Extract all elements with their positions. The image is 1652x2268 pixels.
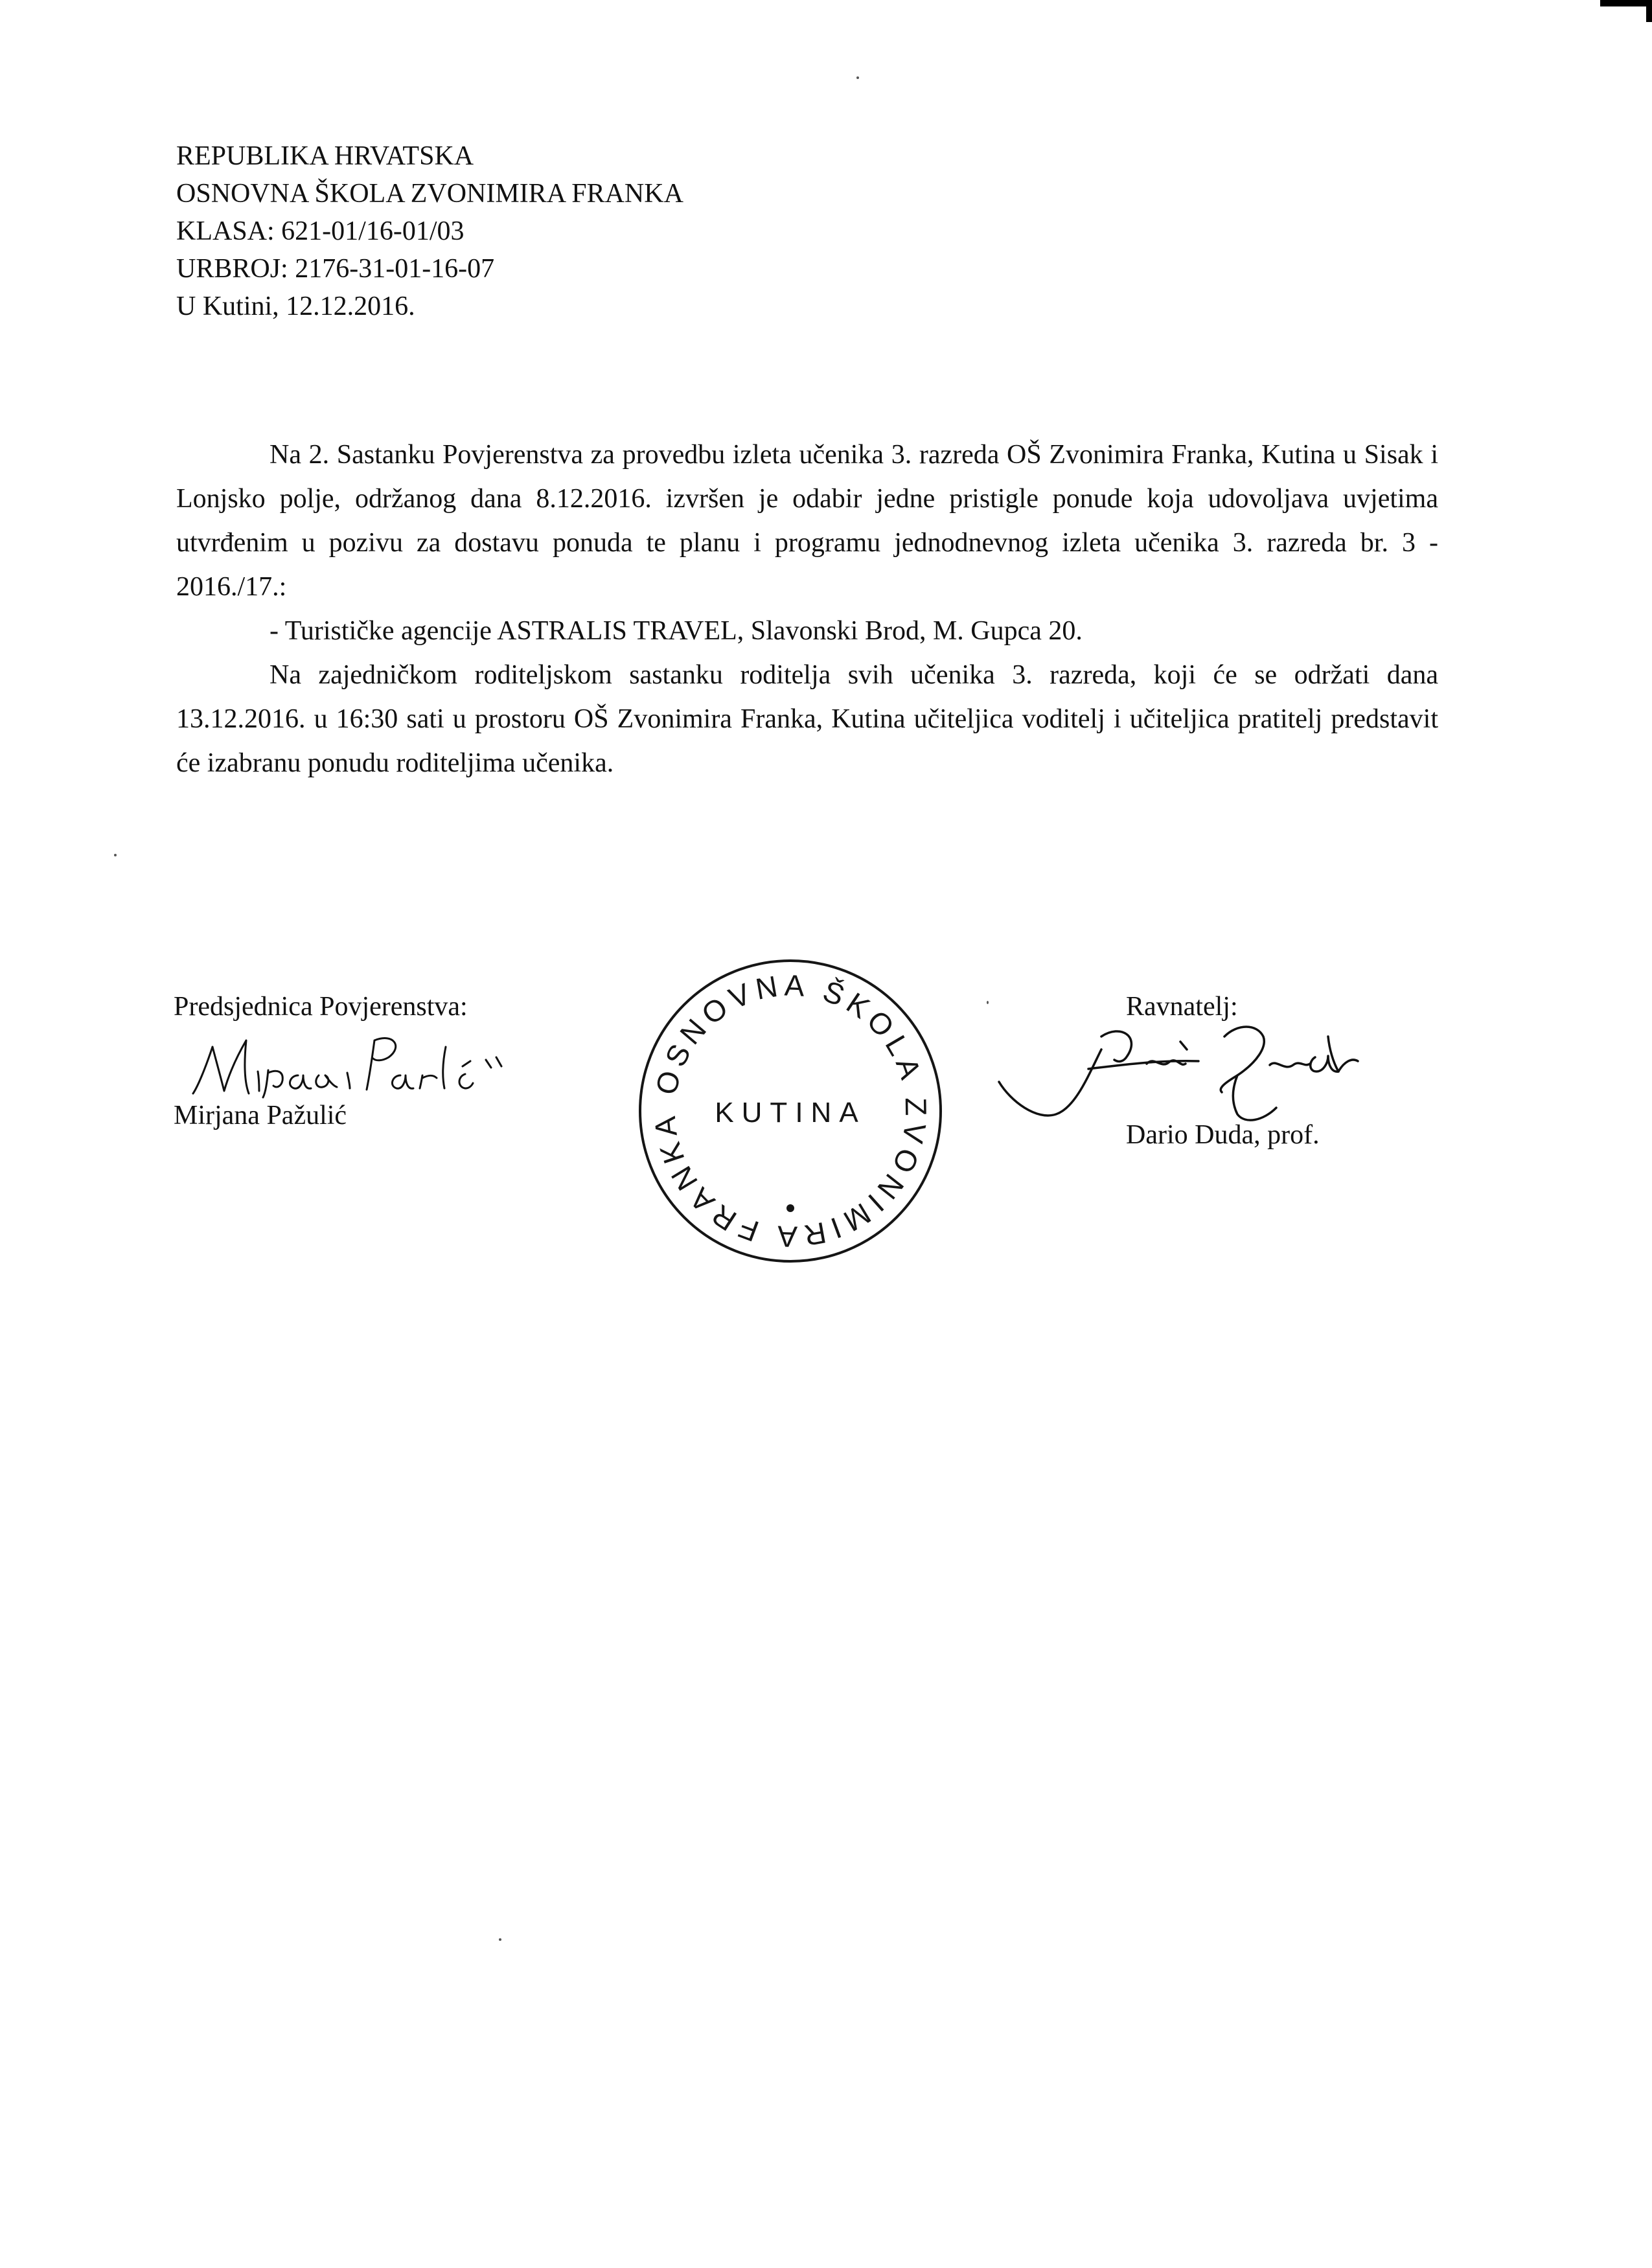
body-paragraph-1: Na 2. Sastanku Povjerenstva za provedbu izleta učenika 3. razreda OŠ Zvonimira Franka, Kutina u Sisak i Lonjsko polje, održanog dana 8.12.2016. izvršen je odabir jedne pristigle ponude koja udovoljava uvjetima utvrđenim u pozivu za dostavu ponuda te planu i programu jednodnevnog izleta učenika 3. razreda br. 3 - 2016./17.:	[176, 440, 1438, 602]
signature-left-name: Mirjana Pažulić	[174, 1101, 347, 1130]
body-paragraph-2: Na zajedničkom roditeljskom sastanku roditelja svih učenika 3. razreda, koji će se održati dana 13.12.2016. u 16:30 sati u prostoru OŠ Zvonimira Franka, Kutina učiteljica voditelj i učiteljica pratitelj predstavit će izabranu ponudu roditeljima učenika.	[176, 660, 1438, 778]
document-header	[176, 137, 1148, 325]
header-urbroj: URBROJ: 2176-31-01-16-07	[176, 254, 495, 284]
body-bullet-agency: - Turističke agencije ASTRALIS TRAVEL, Slavonski Brod, M. Gupca 20.	[270, 616, 1083, 646]
header-klasa: KLASA: 621-01/16-01/03	[176, 216, 465, 246]
scan-corner-mark	[1600, 0, 1652, 6]
header-country: REPUBLIKA HRVATSKA	[176, 141, 474, 171]
signature-right-name: Dario Duda, prof.	[1126, 1120, 1320, 1150]
school-stamp	[628, 949, 952, 1273]
signature-block-left	[174, 991, 575, 1160]
stamp-center-text: KUTINA	[715, 1097, 866, 1128]
scan-speck	[856, 76, 859, 79]
handwritten-signature-left	[187, 1021, 523, 1099]
scan-speck	[114, 854, 117, 856]
signature-right-role: Ravnatelj:	[1126, 992, 1238, 1022]
document-body	[176, 433, 1438, 785]
handwritten-signature-right	[991, 1011, 1458, 1127]
scan-speck	[499, 1938, 501, 1941]
scan-speck	[987, 1001, 989, 1004]
header-place-date: U Kutini, 12.12.2016.	[176, 292, 415, 321]
signature-block-right	[991, 991, 1458, 1186]
header-school: OSNOVNA ŠKOLA ZVONIMIRA FRANKA	[176, 179, 683, 209]
stamp-ring-text: OSNOVNA ŠKOLA ZVONIMIRA FRANKA	[647, 968, 934, 1254]
signature-left-role: Predsjednica Povjerenstva:	[174, 992, 468, 1022]
